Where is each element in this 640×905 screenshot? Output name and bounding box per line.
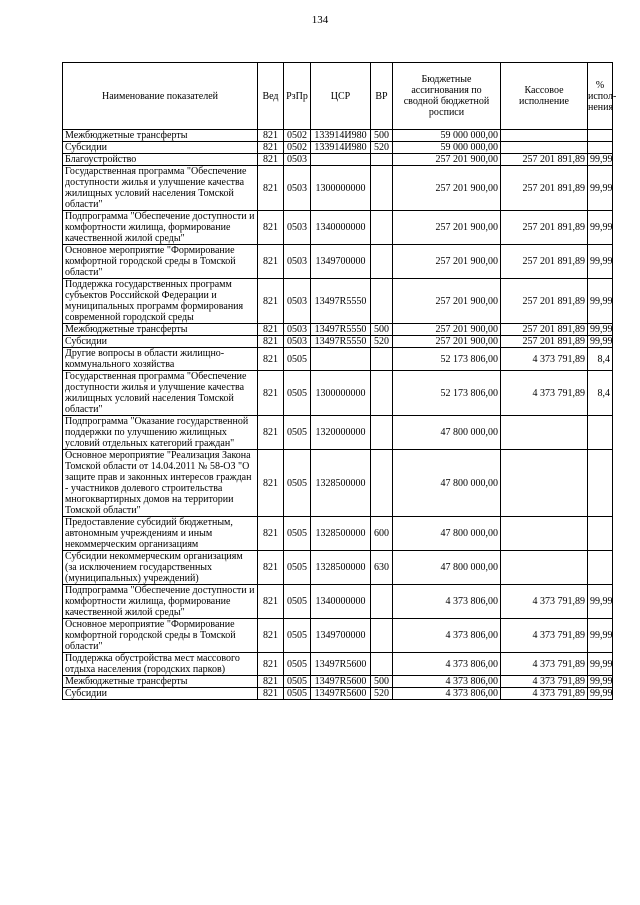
- cell-cash: 4 373 791,89: [501, 619, 588, 653]
- cell-assigned: 4 373 806,00: [393, 653, 501, 676]
- cell-cash: 4 373 791,89: [501, 653, 588, 676]
- cell-csr: 1340000000: [311, 585, 371, 619]
- cell-pct: 99,99: [588, 619, 613, 653]
- header-vr: ВР: [371, 63, 393, 130]
- cell-rzpr: 0502: [284, 130, 311, 142]
- cell-cash: 4 373 791,89: [501, 688, 588, 700]
- cell-csr: 13497R5550: [311, 336, 371, 348]
- cell-assigned: 257 201 900,00: [393, 166, 501, 211]
- cell-rzpr: 0505: [284, 517, 311, 551]
- table-row: [63, 653, 613, 676]
- header-cash: Кассовое исполнение: [501, 63, 588, 130]
- cell-ved: 821: [258, 336, 284, 348]
- cell-name: Государственная программа "Обеспечение доступности жилья и улучшение качества жилищных условий населения Томской области": [63, 166, 258, 211]
- cell-ved: 821: [258, 653, 284, 676]
- cell-rzpr: 0505: [284, 371, 311, 416]
- cell-cash: 4 373 791,89: [501, 348, 588, 371]
- cell-ved: 821: [258, 371, 284, 416]
- cell-vr: [371, 416, 393, 450]
- cell-csr: [311, 348, 371, 371]
- cell-vr: [371, 371, 393, 416]
- cell-name: Предоставление субсидий бюджетным, автономным учреждениям и иным некоммерческим организациям: [63, 517, 258, 551]
- cell-ved: 821: [258, 585, 284, 619]
- table-row: [63, 416, 613, 450]
- budget-table: [62, 62, 617, 700]
- cell-ved: 821: [258, 211, 284, 245]
- cell-cash: 4 373 791,89: [501, 371, 588, 416]
- cell-pct: 99,99: [588, 211, 613, 245]
- cell-cash: 4 373 791,89: [501, 585, 588, 619]
- table-row: [63, 211, 613, 245]
- cell-assigned: 257 201 900,00: [393, 211, 501, 245]
- cell-ved: 821: [258, 676, 284, 688]
- cell-pct: 99,99: [588, 279, 613, 324]
- cell-pct: [588, 517, 613, 551]
- cell-name: Субсидии: [63, 688, 258, 700]
- cell-name: Поддержка государственных программ субъектов Российской Федерации и муниципальных программ формирования современной городской среды: [63, 279, 258, 324]
- cell-ved: 821: [258, 450, 284, 517]
- cell-assigned: 47 800 000,00: [393, 416, 501, 450]
- cell-csr: 1300000000: [311, 166, 371, 211]
- cell-csr: 1328500000: [311, 551, 371, 585]
- cell-vr: [371, 154, 393, 166]
- cell-cash: 257 201 891,89: [501, 154, 588, 166]
- cell-name: Подпрограмма "Обеспечение доступности и комфортности жилища, формирование качественной жилой среды": [63, 211, 258, 245]
- cell-assigned: 4 373 806,00: [393, 619, 501, 653]
- cell-ved: 821: [258, 688, 284, 700]
- cell-rzpr: 0503: [284, 324, 311, 336]
- page-number: 134: [311, 14, 329, 26]
- cell-name: Основное мероприятие "Формирование комфортной городской среды в Томской области": [63, 619, 258, 653]
- cell-assigned: 257 201 900,00: [393, 154, 501, 166]
- cell-csr: 1328500000: [311, 450, 371, 517]
- table-row: [63, 142, 613, 154]
- cell-cash: 257 201 891,89: [501, 336, 588, 348]
- cell-pct: [588, 142, 613, 154]
- cell-pct: [588, 551, 613, 585]
- cell-cash: 257 201 891,89: [501, 324, 588, 336]
- cell-vr: [371, 166, 393, 211]
- cell-csr: [311, 154, 371, 166]
- cell-pct: 99,99: [588, 245, 613, 279]
- cell-pct: [588, 450, 613, 517]
- cell-assigned: 52 173 806,00: [393, 348, 501, 371]
- cell-rzpr: 0505: [284, 585, 311, 619]
- cell-pct: 99,99: [588, 688, 613, 700]
- cell-name: Субсидии: [63, 142, 258, 154]
- cell-vr: [371, 450, 393, 517]
- cell-csr: 133914И980: [311, 130, 371, 142]
- cell-assigned: 257 201 900,00: [393, 336, 501, 348]
- header-csr: ЦСР: [311, 63, 371, 130]
- cell-pct: [588, 130, 613, 142]
- cell-ved: 821: [258, 551, 284, 585]
- header-name: Наименование показателей: [63, 63, 258, 130]
- cell-cash: [501, 517, 588, 551]
- cell-assigned: 59 000 000,00: [393, 130, 501, 142]
- cell-csr: 133914И980: [311, 142, 371, 154]
- cell-csr: 1300000000: [311, 371, 371, 416]
- cell-vr: 500: [371, 324, 393, 336]
- cell-name: Межбюджетные трансферты: [63, 130, 258, 142]
- table-row: [63, 130, 613, 142]
- cell-rzpr: 0503: [284, 336, 311, 348]
- cell-rzpr: 0505: [284, 450, 311, 517]
- cell-pct: 99,99: [588, 324, 613, 336]
- cell-pct: 99,99: [588, 154, 613, 166]
- cell-assigned: 257 201 900,00: [393, 324, 501, 336]
- cell-csr: 13497R5600: [311, 688, 371, 700]
- cell-cash: [501, 416, 588, 450]
- cell-rzpr: 0503: [284, 245, 311, 279]
- table-row: [63, 324, 613, 336]
- cell-csr: 1349700000: [311, 245, 371, 279]
- table-row: [63, 585, 613, 619]
- table-row: [63, 450, 613, 517]
- cell-cash: [501, 130, 588, 142]
- table-row: [63, 279, 613, 324]
- cell-cash: 257 201 891,89: [501, 245, 588, 279]
- cell-vr: 500: [371, 130, 393, 142]
- table-header-row: [63, 63, 613, 130]
- table-row: [63, 336, 613, 348]
- cell-cash: 257 201 891,89: [501, 211, 588, 245]
- cell-csr: 13497R5550: [311, 279, 371, 324]
- cell-vr: 630: [371, 551, 393, 585]
- cell-name: Межбюджетные трансферты: [63, 676, 258, 688]
- cell-csr: 13497R5600: [311, 653, 371, 676]
- cell-rzpr: 0505: [284, 688, 311, 700]
- cell-ved: 821: [258, 324, 284, 336]
- cell-vr: 520: [371, 336, 393, 348]
- table-row: [63, 551, 613, 585]
- cell-rzpr: 0505: [284, 619, 311, 653]
- cell-assigned: 59 000 000,00: [393, 142, 501, 154]
- cell-name: Субсидии некоммерческим организациям (за исключением государственных (муниципальных) учреждений): [63, 551, 258, 585]
- cell-name: Благоустройство: [63, 154, 258, 166]
- cell-assigned: 4 373 806,00: [393, 688, 501, 700]
- cell-vr: 520: [371, 688, 393, 700]
- cell-rzpr: 0502: [284, 142, 311, 154]
- cell-csr: 1349700000: [311, 619, 371, 653]
- cell-vr: [371, 348, 393, 371]
- cell-csr: 1328500000: [311, 517, 371, 551]
- cell-vr: 600: [371, 517, 393, 551]
- cell-cash: 257 201 891,89: [501, 166, 588, 211]
- table-row: [63, 348, 613, 371]
- cell-rzpr: 0505: [284, 653, 311, 676]
- cell-vr: [371, 585, 393, 619]
- cell-vr: [371, 245, 393, 279]
- cell-rzpr: 0503: [284, 211, 311, 245]
- cell-rzpr: 0505: [284, 676, 311, 688]
- cell-pct: 8,4: [588, 371, 613, 416]
- cell-assigned: 47 800 000,00: [393, 517, 501, 551]
- cell-name: Основное мероприятие "Реализация Закона Томской области от 14.04.2011 № 58-ОЗ "О защите прав и законных интересов граждан - участников долевого строительства многоквартирных домов на территории Томской области": [63, 450, 258, 517]
- table-row: [63, 517, 613, 551]
- cell-name: Подпрограмма "Обеспечение доступности и комфортности жилища, формирование качественной жилой среды": [63, 585, 258, 619]
- cell-ved: 821: [258, 348, 284, 371]
- cell-cash: 4 373 791,89: [501, 676, 588, 688]
- cell-name: Подпрограмма "Оказание государственной поддержки по улучшению жилищных условий отдельных категорий граждан": [63, 416, 258, 450]
- cell-name: Другие вопросы в области жилищно-коммунального хозяйства: [63, 348, 258, 371]
- table-row: [63, 371, 613, 416]
- cell-rzpr: 0505: [284, 348, 311, 371]
- cell-cash: [501, 450, 588, 517]
- cell-vr: [371, 211, 393, 245]
- header-rzpr: РзПр: [284, 63, 311, 130]
- cell-name: Субсидии: [63, 336, 258, 348]
- cell-assigned: 257 201 900,00: [393, 245, 501, 279]
- cell-pct: 99,99: [588, 336, 613, 348]
- cell-vr: [371, 619, 393, 653]
- table-row: [63, 154, 613, 166]
- cell-cash: [501, 142, 588, 154]
- cell-ved: 821: [258, 245, 284, 279]
- header-ved: Вед: [258, 63, 284, 130]
- cell-vr: 500: [371, 676, 393, 688]
- cell-assigned: 257 201 900,00: [393, 279, 501, 324]
- cell-assigned: 47 800 000,00: [393, 551, 501, 585]
- cell-pct: 99,99: [588, 166, 613, 211]
- cell-csr: 1320000000: [311, 416, 371, 450]
- cell-ved: 821: [258, 166, 284, 211]
- cell-csr: 1340000000: [311, 211, 371, 245]
- cell-csr: 13497R5550: [311, 324, 371, 336]
- cell-ved: 821: [258, 279, 284, 324]
- cell-csr: 13497R5600: [311, 676, 371, 688]
- cell-cash: 257 201 891,89: [501, 279, 588, 324]
- cell-vr: [371, 653, 393, 676]
- table-row: [63, 676, 613, 688]
- cell-rzpr: 0505: [284, 551, 311, 585]
- cell-name: Поддержка обустройства мест массового отдыха населения (городских парков): [63, 653, 258, 676]
- cell-ved: 821: [258, 517, 284, 551]
- table-row: [63, 688, 613, 700]
- table-row: [63, 166, 613, 211]
- cell-assigned: 4 373 806,00: [393, 676, 501, 688]
- cell-assigned: 47 800 000,00: [393, 450, 501, 517]
- header-pct: % испол-нения: [588, 63, 613, 130]
- cell-name: Межбюджетные трансферты: [63, 324, 258, 336]
- header-assigned: Бюджетные ассигнования по сводной бюджетной росписи: [393, 63, 501, 130]
- cell-name: Основное мероприятие "Формирование комфортной городской среды в Томской области": [63, 245, 258, 279]
- cell-rzpr: 0503: [284, 154, 311, 166]
- cell-pct: 99,99: [588, 585, 613, 619]
- cell-assigned: 4 373 806,00: [393, 585, 501, 619]
- cell-vr: 520: [371, 142, 393, 154]
- cell-ved: 821: [258, 416, 284, 450]
- cell-cash: [501, 551, 588, 585]
- cell-ved: 821: [258, 619, 284, 653]
- table-row: [63, 245, 613, 279]
- cell-name: Государственная программа "Обеспечение доступности жилья и улучшение качества жилищных условий населения Томской области": [63, 371, 258, 416]
- table-row: [63, 619, 613, 653]
- cell-rzpr: 0503: [284, 279, 311, 324]
- cell-pct: 8,4: [588, 348, 613, 371]
- cell-pct: 99,99: [588, 676, 613, 688]
- cell-pct: 99,99: [588, 653, 613, 676]
- cell-ved: 821: [258, 154, 284, 166]
- cell-assigned: 52 173 806,00: [393, 371, 501, 416]
- cell-ved: 821: [258, 130, 284, 142]
- cell-pct: [588, 416, 613, 450]
- cell-rzpr: 0505: [284, 416, 311, 450]
- cell-rzpr: 0503: [284, 166, 311, 211]
- cell-ved: 821: [258, 142, 284, 154]
- cell-vr: [371, 279, 393, 324]
